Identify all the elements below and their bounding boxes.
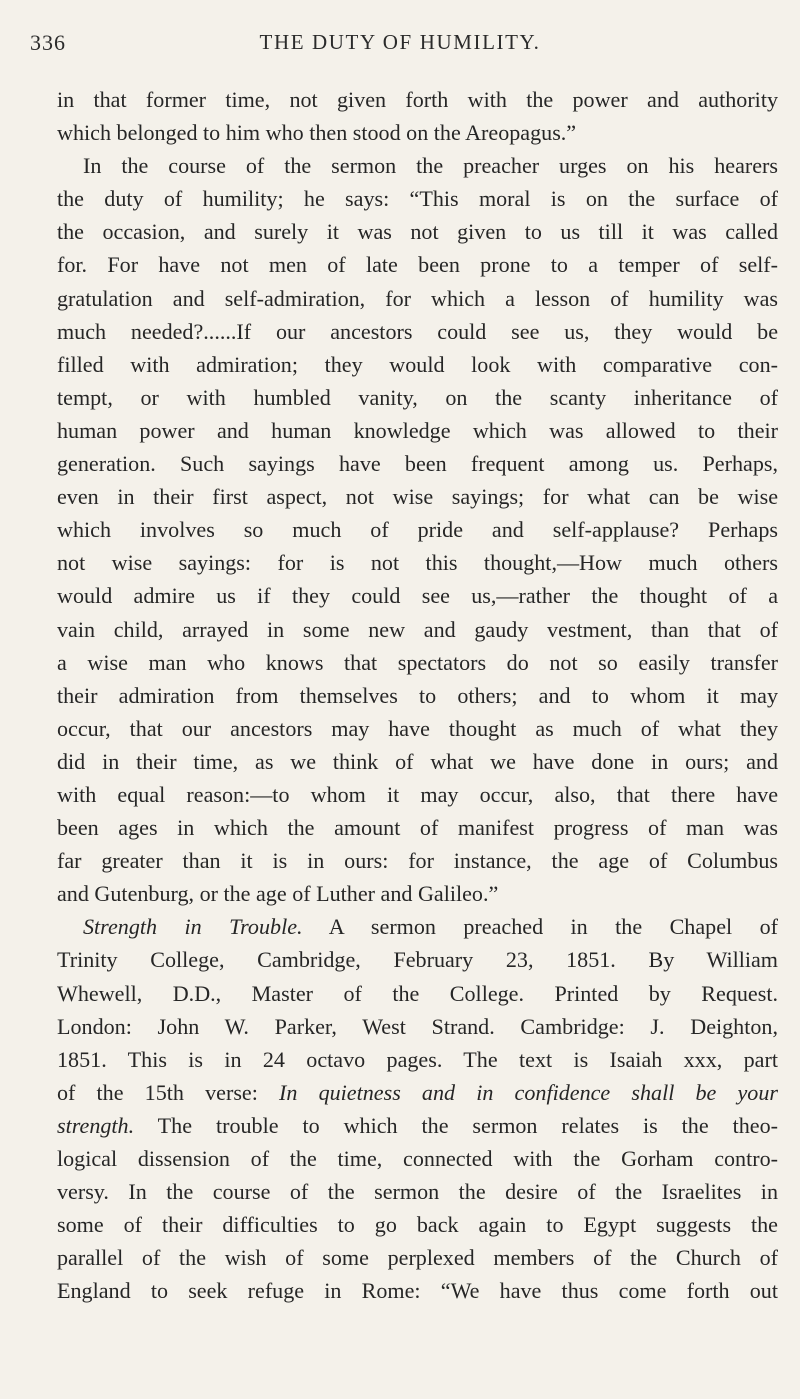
text-line <box>57 315 778 348</box>
text-line <box>57 1109 778 1142</box>
text-segment: gratulation and self-admiration, for which a lesson of humility was <box>57 285 778 311</box>
text-line <box>57 613 778 646</box>
running-head: THE DUTY OF HUMILITY. <box>259 30 541 54</box>
text-segment: 1851. This is in 24 octavo pages. The text is Isaiah xxx, part <box>57 1046 778 1072</box>
text-line <box>57 977 778 1010</box>
text-segment: the occasion, and surely it was not given to us till it was called <box>57 219 778 245</box>
text-line <box>57 1142 778 1175</box>
text-line <box>57 1043 778 1076</box>
text-segment: vain child, arrayed in some new and gaudy vestment, than that of <box>57 616 778 642</box>
text-segment: which involves so much of pride and self-applause? Perhaps <box>57 517 778 543</box>
text-segment: for. For have not men of late been prone to a temper of self- <box>57 252 778 278</box>
text-segment: even in their first aspect, not wise sayings; for what can be wise <box>57 484 778 510</box>
text-line <box>57 282 778 315</box>
text-segment: generation. Such sayings have been frequent among us. Perhaps, <box>57 451 778 477</box>
text-line <box>57 480 778 513</box>
text-line <box>57 182 778 215</box>
text-segment: been ages in which the amount of manifest progress of man was <box>57 815 778 841</box>
text-segment: far greater than it is in ours: for instance, the age of Columbus <box>57 848 778 874</box>
text-line <box>57 348 778 381</box>
text-segment: much needed?......If our ancestors could see us, they would be <box>57 318 778 344</box>
text-line <box>57 712 778 745</box>
text-line <box>57 149 778 182</box>
text-line <box>57 1010 778 1043</box>
body-text <box>57 83 778 1307</box>
text-segment: London: John W. Parker, West Strand. Cambridge: J. Deighton, <box>57 1013 778 1039</box>
text-line <box>57 1076 778 1109</box>
text-line <box>57 1208 778 1241</box>
text-line <box>57 1241 778 1274</box>
italic-text: In quietness and in confidence shall be your <box>279 1079 778 1105</box>
text-line <box>57 414 778 447</box>
text-segment: The trouble to which the sermon relates is the theo- <box>134 1112 778 1138</box>
text-line <box>57 447 778 480</box>
text-segment: which belonged to him who then stood on the Areopagus.” <box>57 120 577 146</box>
text-line <box>57 83 778 116</box>
text-line <box>57 248 778 281</box>
text-line <box>57 513 778 546</box>
text-segment: England to seek refuge in Rome: “We have thus come forth out <box>57 1278 778 1304</box>
text-segment: did in their time, as we think of what we have done in ours; and <box>57 748 778 774</box>
text-segment: of the 15th verse: <box>57 1079 280 1105</box>
text-segment: some of their difficulties to go back again to Egypt suggests the <box>57 1212 778 1238</box>
text-line <box>57 1175 778 1208</box>
text-line <box>57 646 778 679</box>
text-segment: human power and human knowledge which was allowed to their <box>57 417 778 443</box>
page-number: 336 <box>30 30 66 55</box>
text-segment: and Gutenburg, or the age of Luther and Galileo.” <box>57 881 499 907</box>
text-line <box>57 679 778 712</box>
text-line <box>57 844 778 877</box>
text-segment: In the course of the sermon the preacher urges on his hearers <box>83 153 778 179</box>
text-line <box>57 579 778 612</box>
text-line <box>57 381 778 414</box>
text-line <box>57 943 778 976</box>
text-segment: logical dissension of the time, connected with the Gorham contro- <box>57 1146 778 1171</box>
text-segment: tempt, or with humbled vanity, on the scanty inheritance of <box>57 384 778 410</box>
text-segment: a wise man who knows that spectators do not so easily transfer <box>57 649 778 675</box>
italic-text: Strength in Trouble. <box>83 914 303 940</box>
text-line <box>57 745 778 778</box>
text-line <box>57 877 778 910</box>
text-segment: Trinity College, Cambridge, February 23, 1851. By William <box>57 947 778 973</box>
page-header <box>30 26 770 66</box>
text-line <box>57 910 778 943</box>
text-segment: versy. In the course of the sermon the desire of the Israelites in <box>57 1179 778 1205</box>
text-segment: parallel of the wish of some perplexed members of the Church of <box>57 1245 778 1271</box>
text-line <box>57 811 778 844</box>
text-segment: Whewell, D.D., Master of the College. Printed by Request. <box>57 980 778 1006</box>
text-line <box>57 116 778 149</box>
text-segment: filled with admiration; they would look with comparative con- <box>57 351 778 377</box>
text-segment: occur, that our ancestors may have thought as much of what they <box>57 715 778 741</box>
text-segment: would admire us if they could see us,—rather the thought of a <box>57 583 778 609</box>
text-segment: A sermon preached in the Chapel of <box>302 914 778 940</box>
text-segment: in that former time, not given forth with the power and authority <box>57 87 778 112</box>
text-segment: not wise sayings: for is not this thought,—How much others <box>57 550 778 576</box>
text-line <box>57 546 778 579</box>
text-line <box>57 215 778 248</box>
text-line <box>57 778 778 811</box>
text-segment: with equal reason:—to whom it may occur, also, that there have <box>57 781 778 807</box>
text-segment: the duty of humility; he says: “This moral is on the surface of <box>57 186 778 212</box>
text-segment: their admiration from themselves to others; and to whom it may <box>57 682 778 708</box>
italic-text: strength. <box>57 1112 135 1138</box>
text-line <box>57 1274 778 1307</box>
